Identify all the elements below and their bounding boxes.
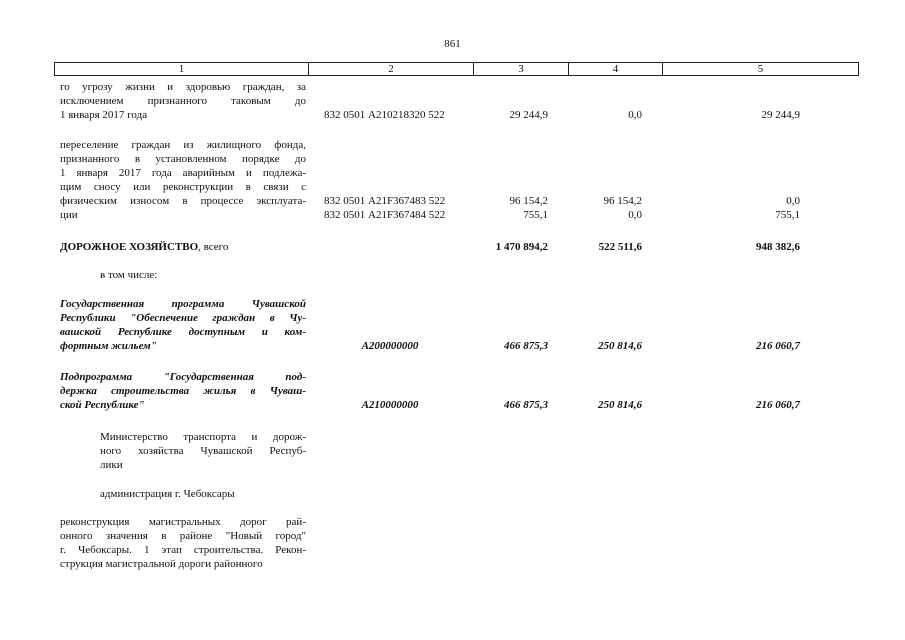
row-description-reconstruction: реконструкция магистральных дорог рай- онного значения в районе "Новый город" г. Чебоксары. 1 этап строительства. Рекон- струкция магистральной дороги районного [60, 516, 306, 570]
row-description-resettlement: переселение граждан из жилищного фонда, признанного в установленном порядке до 1 января 2017 года аварийным и подлежа- щим сносу или реконструкции в связи с физическим износом в процессе эксплуата- ции [60, 139, 306, 221]
row-value-col5: 755,1 [775, 209, 800, 221]
column-header-5: 5 [757, 63, 764, 75]
row-value-col5: 0,0 [786, 195, 800, 207]
section-title-road-economy: ДОРОЖНОЕ ХОЗЯЙСТВО, всего [60, 241, 229, 253]
page-number: 861 [444, 38, 461, 50]
row-description-threat: го угрозу жизни и здоровью граждан, за исключением признанного таковым до 1 января 2017 года [60, 81, 306, 121]
total-value-col5: 948 382,6 [756, 241, 800, 253]
total-value-col3: 1 470 894,2 [495, 241, 548, 253]
program-value-col3: 466 875,3 [504, 340, 548, 352]
ministry-label: Министерство транспорта и дорож- ного хозяйства Чувашской Респуб- лики [100, 431, 306, 471]
column-header-3: 3 [474, 63, 569, 75]
row-code: 832 0501 А21F367483 522 [324, 195, 446, 207]
column-header-4: 4 [569, 63, 663, 75]
subprogram-value-col3: 466 875,3 [504, 399, 548, 411]
row-value-col4: 0,0 [628, 109, 642, 121]
administration-label: администрация г. Чебоксары [100, 488, 235, 500]
row-value-col4: 0,0 [628, 209, 642, 221]
column-header-row [54, 62, 859, 76]
row-value-col5: 29 244,9 [761, 109, 800, 121]
row-code: 832 0501 А21F367484 522 [324, 209, 446, 221]
subprogram-code: А210000000 [361, 399, 419, 411]
including-label: в том числе: [100, 269, 158, 281]
program-value-col4: 250 814,6 [598, 340, 642, 352]
state-program-title: Государственная программа Чувашской Республики "Обеспечение граждан в Чу- вашской Республике доступным и ком- фортным жильем" [60, 298, 306, 352]
row-value-col3: 755,1 [523, 209, 548, 221]
program-value-col5: 216 060,7 [756, 340, 800, 352]
subprogram-title: Подпрограмма "Государственная под- держка строительства жилья в Чуваш- ской Республике" [60, 371, 306, 411]
program-code: А200000000 [361, 340, 419, 352]
column-header-2: 2 [309, 63, 474, 75]
column-header-1: 1 [55, 63, 309, 75]
subprogram-value-col4: 250 814,6 [598, 399, 642, 411]
row-value-col4: 96 154,2 [603, 195, 642, 207]
row-value-col3: 96 154,2 [509, 195, 548, 207]
row-value-col3: 29 244,9 [509, 109, 548, 121]
total-value-col4: 522 511,6 [598, 241, 642, 253]
row-code: 832 0501 А210218320 522 [324, 109, 445, 121]
subprogram-value-col5: 216 060,7 [756, 399, 800, 411]
